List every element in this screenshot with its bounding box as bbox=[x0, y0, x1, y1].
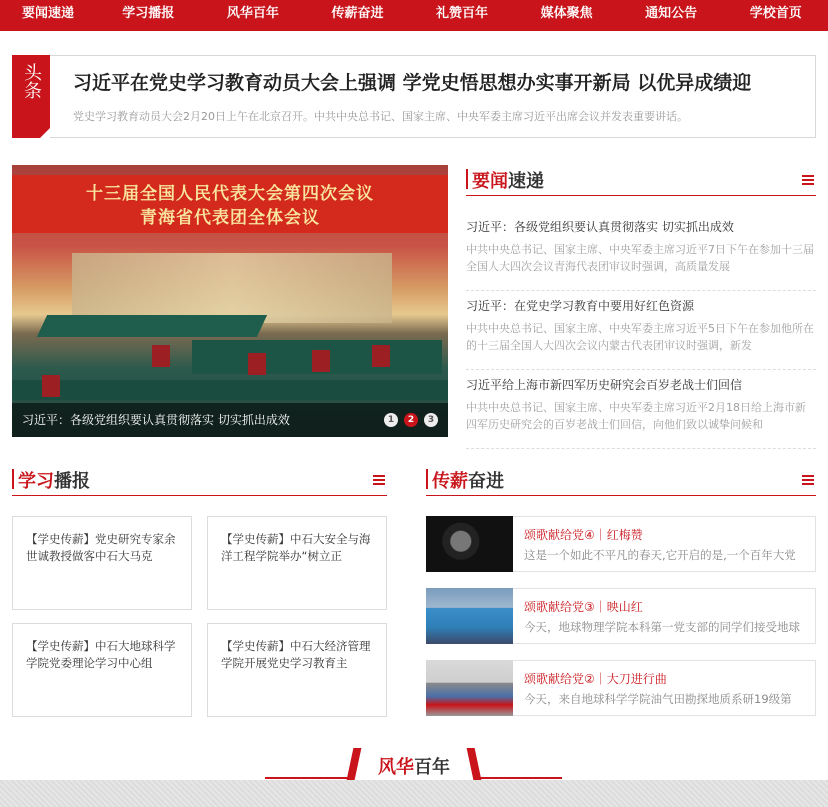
news-desc: 中共中央总书记、国家主席、中央军委主席习近平7日下午在参加十三届全国人大四次会议青海代表团审议时强调，高质量发展 bbox=[466, 243, 814, 273]
news-title[interactable]: 习近平：在党史学习教育中要用好红色资源 bbox=[466, 299, 695, 313]
section-accent-bar bbox=[426, 469, 428, 489]
nav-item-century[interactable]: 风华百年 bbox=[226, 6, 279, 21]
nav-item-notice[interactable]: 通知公告 bbox=[645, 6, 698, 21]
section-accent-bar bbox=[12, 469, 14, 489]
news-title[interactable]: 习近平给上海市新四军历史研究会百岁老战士们回信 bbox=[466, 378, 743, 392]
media-thumbnail bbox=[426, 588, 513, 644]
top-nav bbox=[0, 0, 828, 31]
study-card[interactable] bbox=[12, 516, 192, 610]
inherit-section-header bbox=[426, 465, 816, 496]
media-title: 颂歌献给党④｜红梅赞 bbox=[524, 528, 643, 542]
study-card-text: 【学史传薪】中石大安全与海洋工程学院举办“树立正 bbox=[221, 532, 371, 563]
news-desc: 中共中央总书记、国家主席、中央军委主席习近平5日下午在参加他所在的十三届全国人大四次会议内蒙古代表团审议时强调，新发 bbox=[466, 322, 814, 352]
media-title: 颂歌献给党③｜映山红 bbox=[524, 600, 643, 614]
headline-title[interactable]: 习近平在党史学习教育动员大会上强调 学党史悟思想办实事开新局 以优异成绩迎 bbox=[73, 72, 752, 94]
media-thumbnail bbox=[426, 660, 513, 716]
menu-icon[interactable] bbox=[373, 475, 385, 485]
nav-item-news[interactable]: 要闻速递 bbox=[21, 6, 74, 21]
news-section-title: 要闻速递 bbox=[472, 171, 544, 192]
study-card[interactable] bbox=[207, 516, 387, 610]
nav-item-study[interactable]: 学习播报 bbox=[122, 6, 175, 21]
photo-banner-line2: 青海省代表团全体会议 bbox=[140, 208, 320, 228]
media-desc: 今天，来自地球科学学院油气田勘探地质系研19级第 bbox=[524, 692, 792, 706]
carousel-dot-3[interactable]: 3 bbox=[424, 413, 438, 427]
carousel-photo bbox=[12, 165, 448, 437]
photo-chair bbox=[152, 345, 170, 367]
list-item bbox=[466, 212, 816, 291]
media-desc: 这是一个如此不平凡的春天,它开启的是,一个百年大党 bbox=[524, 548, 796, 562]
bottom-pattern-strip bbox=[0, 780, 828, 807]
photo-table bbox=[37, 315, 267, 337]
photo-chair bbox=[312, 350, 330, 372]
carousel-caption[interactable]: 习近平：各级党组织要认真贯彻落实 切实抓出成效 bbox=[22, 413, 290, 427]
study-card[interactable] bbox=[207, 623, 387, 717]
photo-table bbox=[12, 380, 448, 400]
fenghua-section-tab[interactable] bbox=[350, 748, 478, 780]
inherit-section-title: 传薪奋进 bbox=[432, 471, 504, 492]
headline-tag-label: 头条 bbox=[21, 63, 42, 99]
fenghua-section-title: 风华百年 bbox=[378, 757, 450, 778]
nav-item-inherit[interactable]: 传薪奋进 bbox=[331, 6, 384, 21]
news-title[interactable]: 习近平：各级党组织要认真贯彻落实 切实抓出成效 bbox=[466, 220, 734, 234]
study-card[interactable] bbox=[12, 623, 192, 717]
carousel-dots bbox=[384, 413, 438, 427]
photo-chair bbox=[42, 375, 60, 397]
study-card-text: 【学史传薪】中石大经济管理学院开展党史学习教育主 bbox=[221, 639, 371, 670]
photo-painting bbox=[72, 253, 392, 323]
media-item[interactable] bbox=[426, 588, 816, 644]
nav-item-school-home[interactable]: 学校首页 bbox=[749, 6, 802, 21]
photo-chair bbox=[372, 345, 390, 367]
study-card-text: 【学史传薪】中石大地球科学学院党委理论学习中心组 bbox=[26, 639, 176, 670]
media-item[interactable] bbox=[426, 660, 816, 716]
media-thumbnail bbox=[426, 516, 513, 572]
news-carousel[interactable] bbox=[12, 165, 448, 437]
section-accent-bar bbox=[466, 169, 468, 189]
media-desc: 今天，地球物理学院本科第一党支部的同学们接受地球 bbox=[524, 620, 800, 634]
tag-corner bbox=[40, 128, 50, 138]
study-section-header bbox=[12, 465, 387, 496]
nav-item-media[interactable]: 媒体聚焦 bbox=[540, 6, 593, 21]
headline-subtitle: 党史学习教育动员大会2月20日上午在北京召开。中共中央总书记、国家主席、中央军委主席习近平出席会议并发表重要讲话。 bbox=[73, 110, 688, 123]
list-item bbox=[466, 370, 816, 449]
menu-icon[interactable] bbox=[802, 175, 814, 185]
news-section-header bbox=[466, 165, 816, 196]
news-list bbox=[466, 212, 816, 449]
study-section-title: 学习播报 bbox=[18, 471, 90, 492]
photo-banner-line1: 十三届全国人民代表大会第四次会议 bbox=[86, 184, 374, 204]
media-title: 颂歌献给党②｜大刀进行曲 bbox=[524, 672, 667, 686]
study-card-text: 【学史传薪】党史研究专家余世诚教授做客中石大马克 bbox=[26, 532, 176, 563]
carousel-dot-1[interactable]: 1 bbox=[384, 413, 398, 427]
news-desc: 中共中央总书记、国家主席、中央军委主席习近平2月18日给上海市新四军历史研究会的百岁老战士们回信，向他们致以诚挚问候和 bbox=[466, 401, 806, 431]
photo-chair bbox=[248, 353, 266, 375]
headline-tag bbox=[12, 55, 50, 138]
menu-icon[interactable] bbox=[802, 475, 814, 485]
media-item[interactable] bbox=[426, 516, 816, 572]
list-item bbox=[466, 291, 816, 370]
carousel-dot-2[interactable]: 2 bbox=[404, 413, 418, 427]
headline-box bbox=[12, 55, 816, 138]
nav-item-tribute[interactable]: 礼赞百年 bbox=[436, 6, 489, 21]
